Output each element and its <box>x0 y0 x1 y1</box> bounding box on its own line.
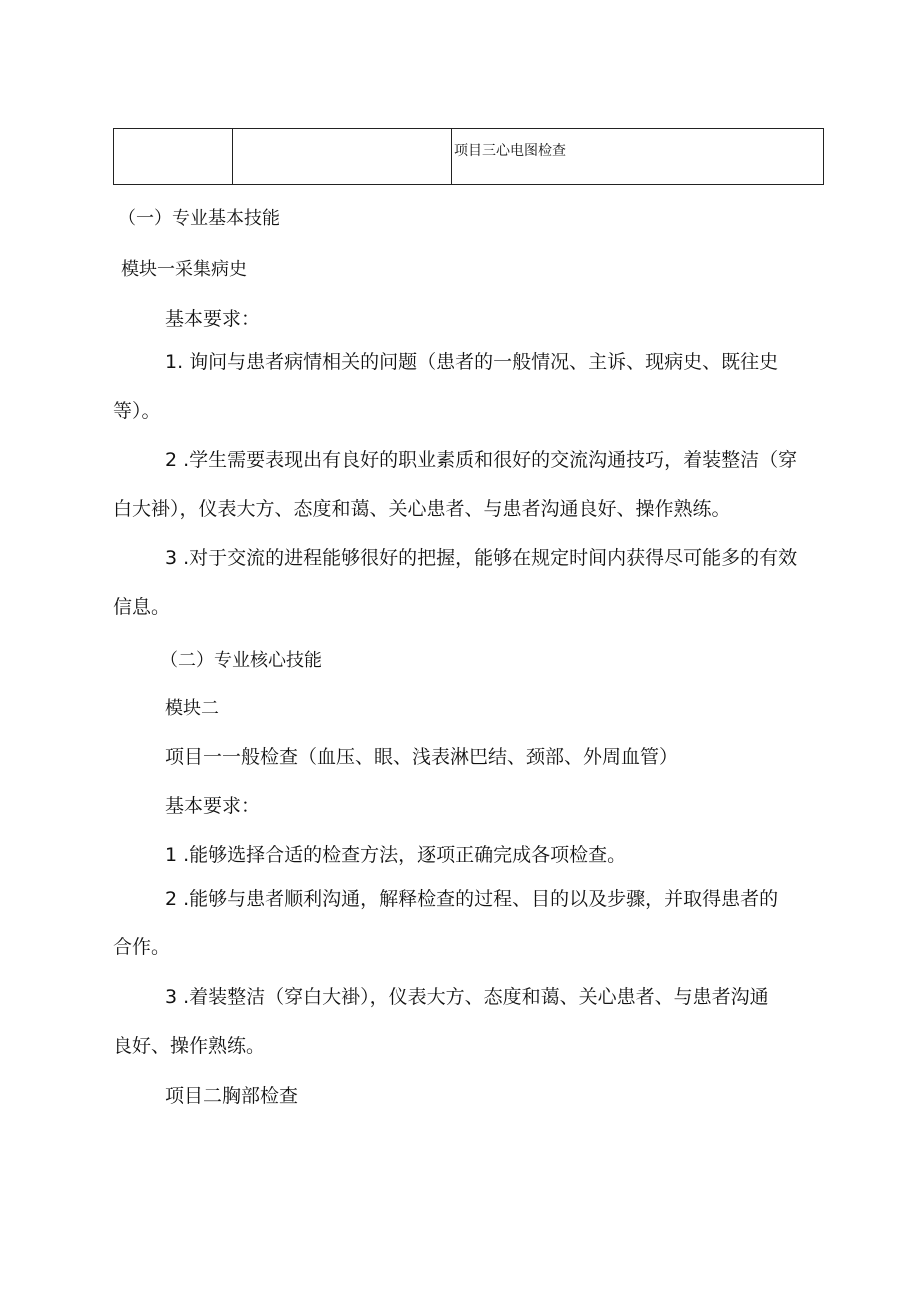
s2-item2-line1: 2 .能够与患者顺利沟通，解释检查的过程、目的以及步骤，并取得患者的 <box>165 888 779 910</box>
s1-item2-line1: 2 .学生需要表现出有良好的职业素质和很好的交流沟通技巧，着装整洁（穿 <box>165 449 798 471</box>
s1-item3-line2: 信息。 <box>113 596 171 618</box>
s1-item1-line2: 等）。 <box>113 400 161 422</box>
module-two-title: 模块二 <box>165 698 219 719</box>
section-one-heading: （一）专业基本技能 <box>118 208 280 229</box>
requirements-title-2: 基本要求： <box>165 795 261 817</box>
s1-item3-line1: 3 .对于交流的进程能够很好的把握，能够在规定时间内获得尽可能多的有效 <box>165 547 798 569</box>
table-row <box>114 129 824 185</box>
project-two-title: 项目二胸部检查 <box>165 1085 299 1107</box>
table-cell-project-three: 项目三心电图检查 <box>452 129 824 185</box>
s1-item2-line2: 白大褂），仪表大方、态度和蔼、关心患者、与患者沟通良好、操作熟练。 <box>113 498 731 520</box>
table-cell-1 <box>114 129 233 185</box>
s2-item1: 1 .能够选择合适的检查方法，逐项正确完成各项检查。 <box>165 844 627 866</box>
s2-item3-line2: 良好、操作熟练。 <box>113 1035 266 1057</box>
s2-item2-line2: 合作。 <box>113 936 171 958</box>
header-table <box>113 128 824 185</box>
table-cell-2 <box>233 129 452 185</box>
s2-item3-line1: 3 .着装整洁（穿白大褂），仪表大方、态度和蔼、关心患者、与患者沟通 <box>165 986 769 1008</box>
s1-item1-line1: 1. 询问与患者病情相关的问题（患者的一般情况、主诉、现病史、既往史 <box>165 351 779 373</box>
requirements-title-1: 基本要求： <box>165 308 261 330</box>
section-two-heading: （二）专业核心技能 <box>160 650 322 671</box>
module-one-title: 模块一采集病史 <box>121 259 247 280</box>
project-one-title: 项目一一般检查（血压、眼、浅表淋巴结、颈部、外周血管） <box>165 746 679 768</box>
